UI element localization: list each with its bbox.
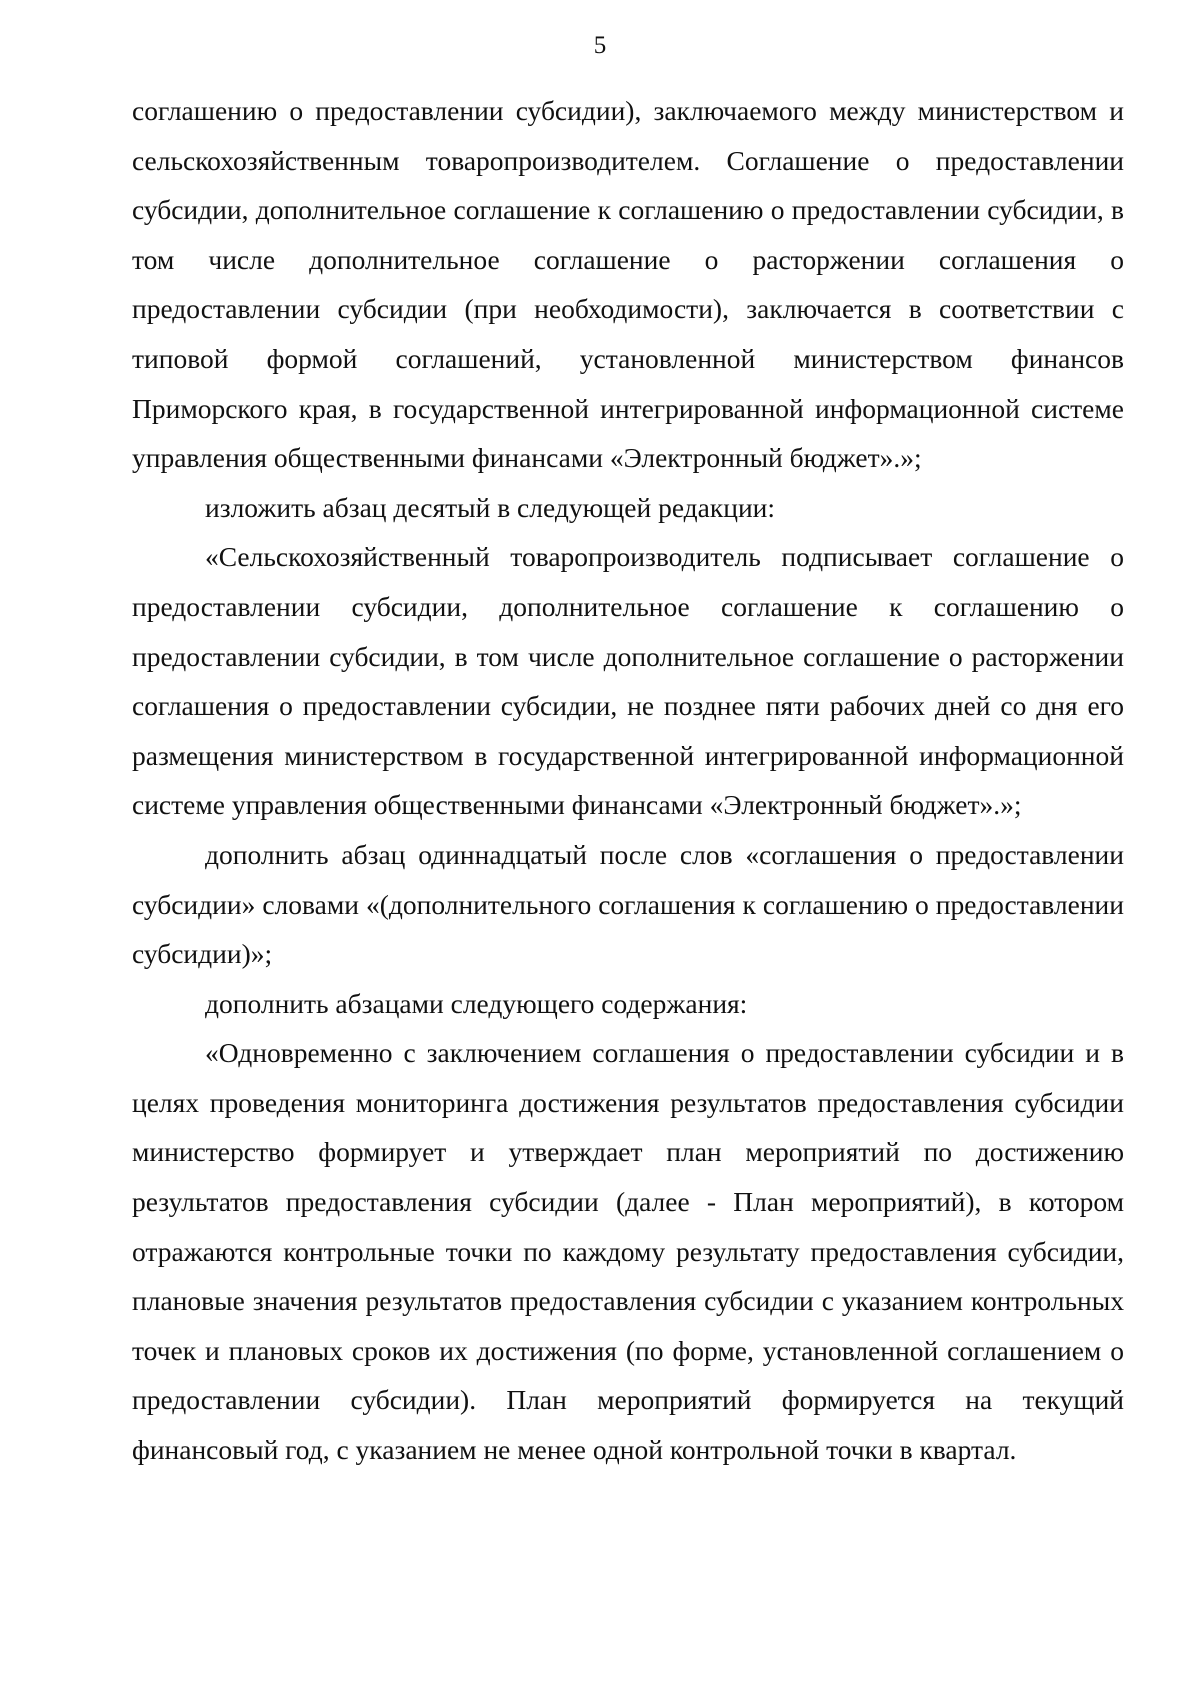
paragraph-add-paragraphs: дополнить абзацами следующего содержания: <box>205 987 748 1019</box>
paragraph-amend-tenth: изложить абзац десятый в следующей редакции: <box>205 491 776 523</box>
paragraph-continuation: соглашению о предоставлении субсидии), заключаемого между министерством и сельскохозяйственным товаропроизводителем. Соглашение о предоставлении субсидии, дополнительное соглашение к соглашению о предоставлении субсидии, в том числе дополнительное соглашение о расторжении соглашения о предоставлении субсидии (при необходимости), заключается в соответствии с типовой формой соглашений, установленной министерством финансов Приморского края, в государственной интегрированной информационной системе управления общественными финансами «Электронный бюджет».»; <box>132 95 1124 474</box>
page-number: 5 <box>593 32 607 59</box>
paragraph-amend-eleventh: дополнить абзац одиннадцатый после слов «соглашения о предоставлении субсидии» словами «(дополнительного соглашения к соглашению о предоставлении субсидии)»; <box>132 838 1124 970</box>
paragraph-tenth-new-text: «Сельскохозяйственный товаропроизводитель подписывает соглашение о предоставлении субсидии, дополнительное соглашение к соглашению о предоставлении субсидии, в том числе дополнительное соглашение о расторжении соглашения о предоставлении субсидии, не позднее пяти рабочих дней со дня его размещения министерством в государственной интегрированной информационной системе управления общественными финансами «Электронный бюджет».»; <box>132 541 1124 821</box>
paragraph-action-plan: «Одновременно с заключением соглашения о предоставлении субсидии и в целях проведения мониторинга достижения результатов предоставления субсидии министерство формирует и утверждает план мероприятий по достижению результатов предоставления субсидии (далее - План мероприятий), в котором отражаются контрольные точки по каждому результату предоставления субсидии, плановые значения результатов предоставления субсидии с указанием контрольных точек и плановых сроков их достижения (по форме, установленной соглашением о предоставлении субсидии). План мероприятий формируется на текущий финансовый год, с указанием не менее одной контрольной точки в квартал. <box>132 1037 1124 1466</box>
document-body <box>132 86 1124 1475</box>
